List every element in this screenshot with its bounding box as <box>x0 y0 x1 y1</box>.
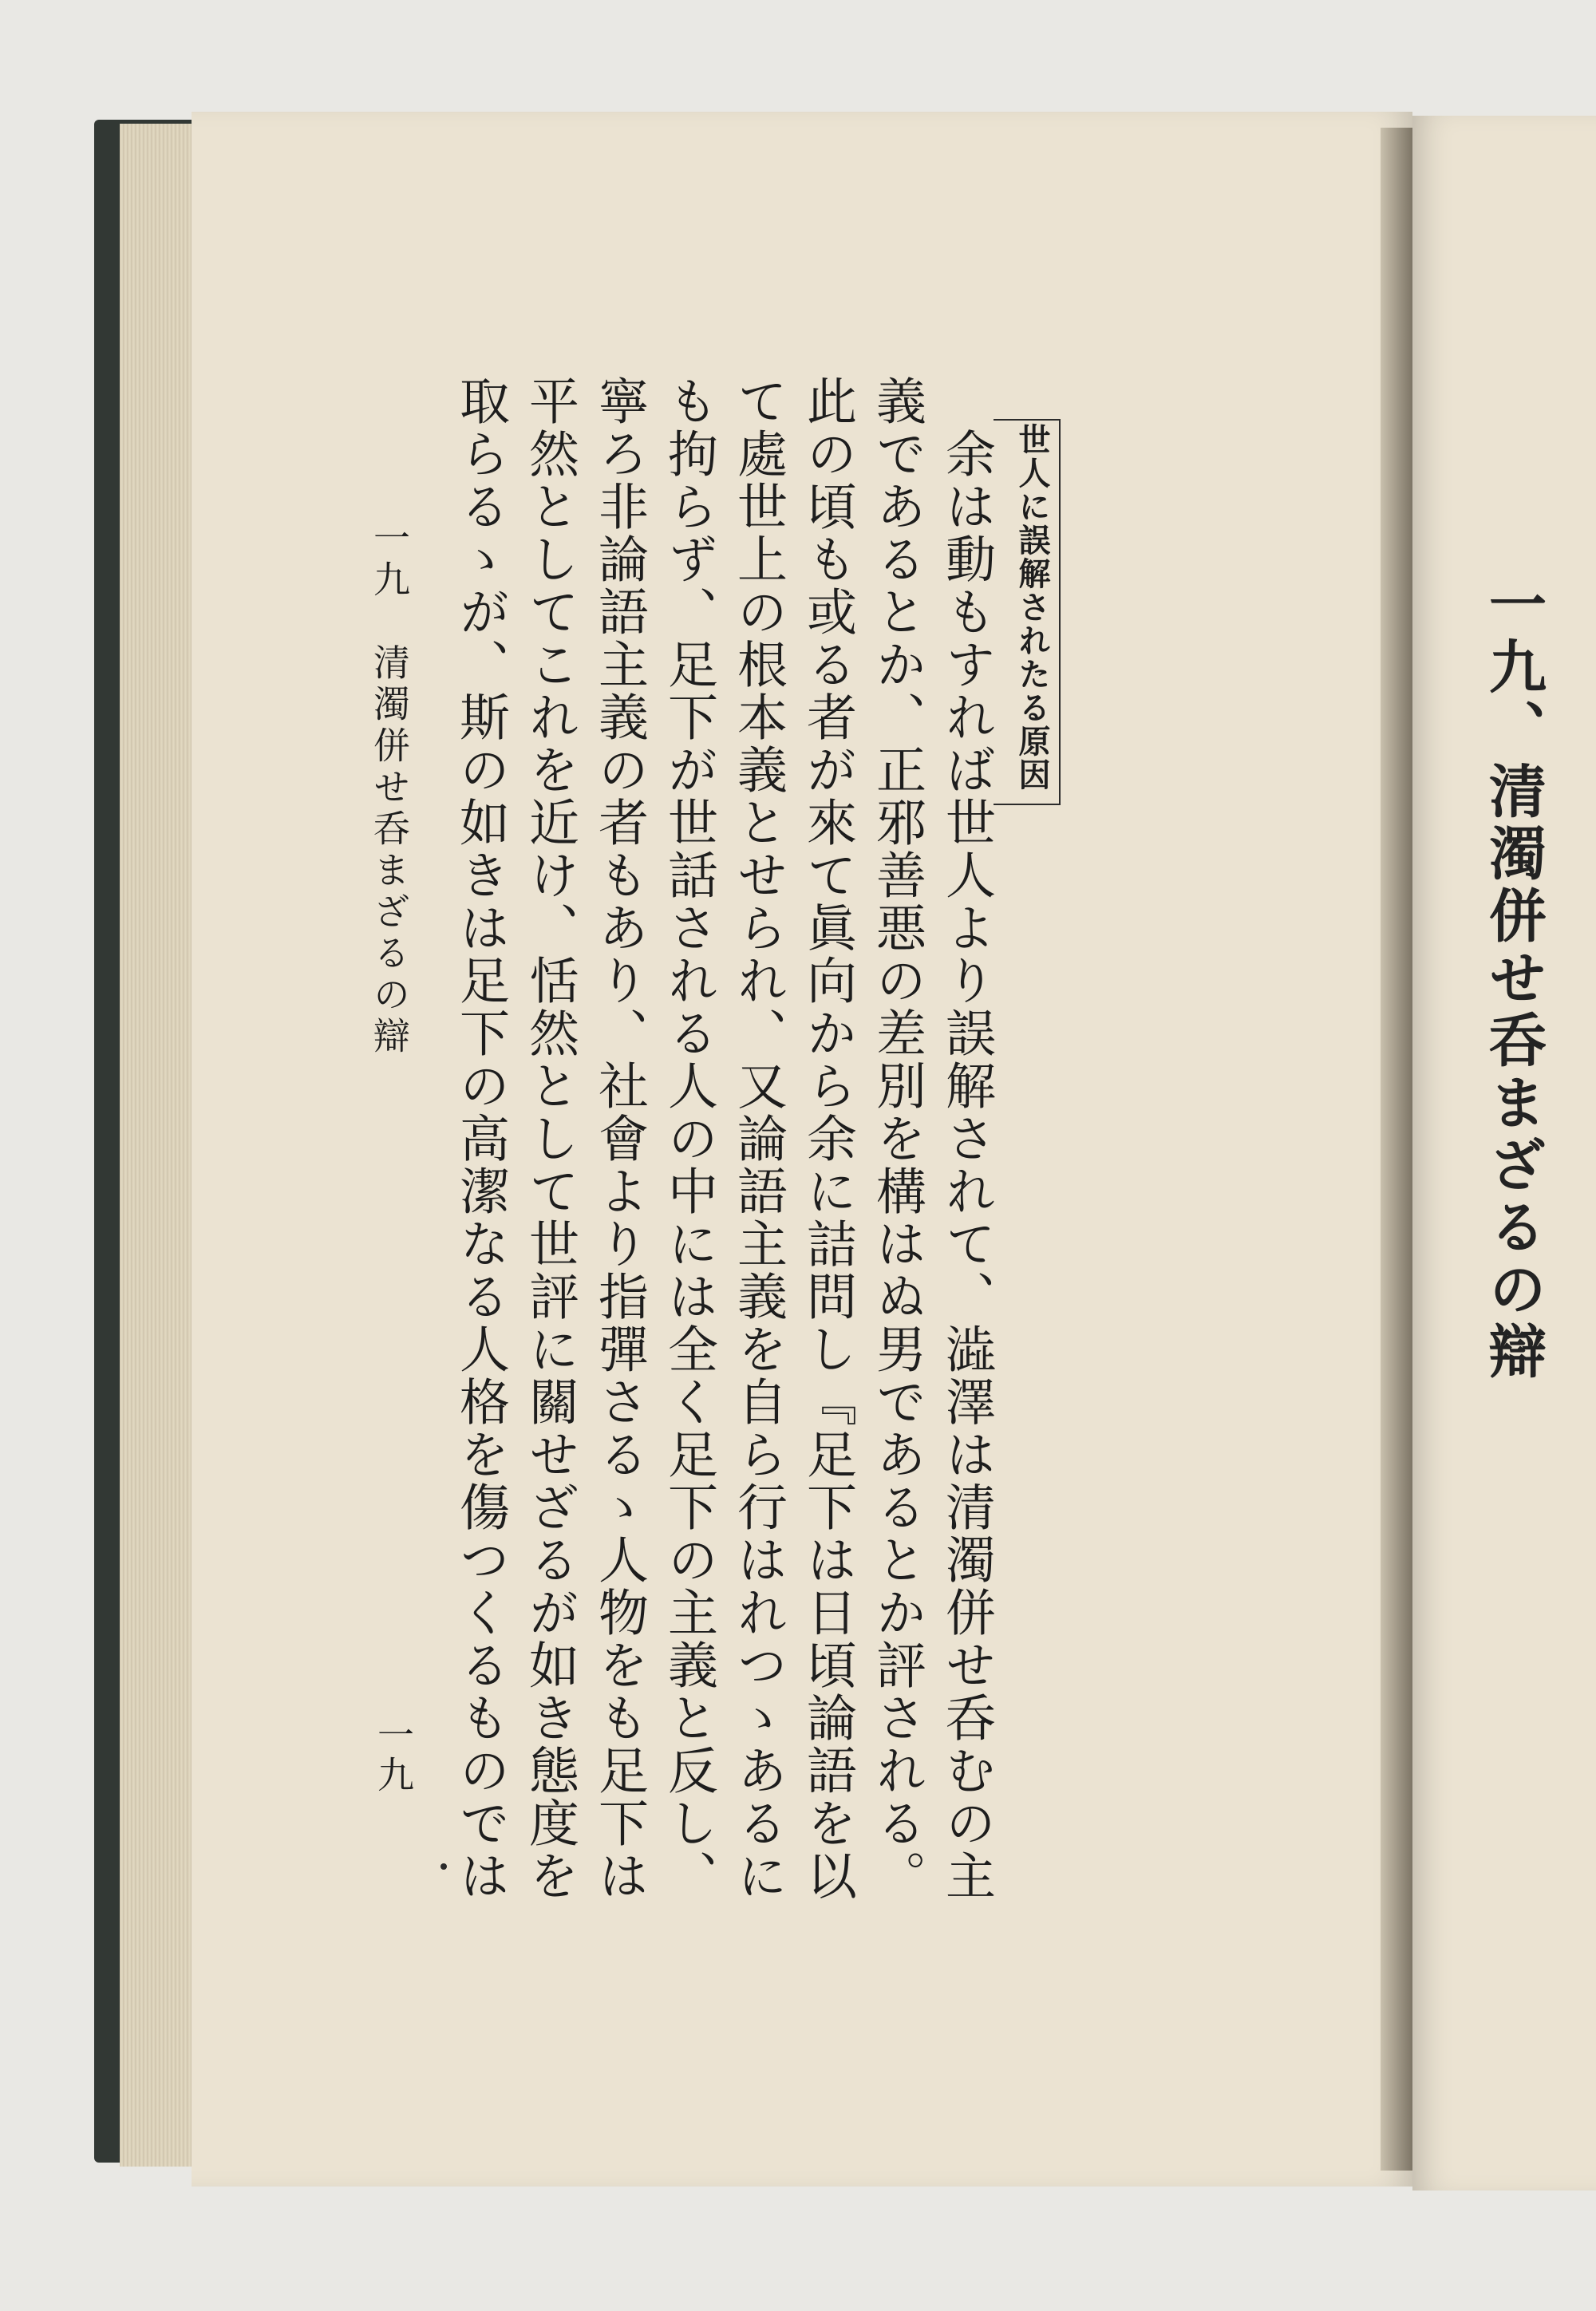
chapter-heading: 一九、清濁併せ呑まざるの辯 <box>1479 575 1547 1384</box>
ink-dot <box>440 1863 447 1870</box>
section-title: 世人に誤解されたる原因 <box>1013 423 1051 792</box>
book-gutter <box>1381 128 1412 2171</box>
page-number: 一九 <box>372 1716 415 1795</box>
running-head: 一九 清濁併せ呑まざるの辯 <box>368 519 411 1058</box>
body-text: 余は動もすれば世人より誤解されて、澁澤は清濁併せ呑むの主義であるとか、正邪善悪の差別を構はぬ男であるとか評される。此の頃も或る者が來て眞向から余に詰問し『足下は日頃論語を以て處世上の根本義とせられ、又論語主義を自ら行はれつゝあるにも拘らず、足下が世話される人の中には全く足下の主義と反し、寧ろ非論語主義の者もあり、社會より指彈さるゝ人物をも足下は平然としてこれを近け、恬然として世評に關せざるが如き態度を取らるゝが、斯の如きは足下の高潔なる人格を傷つくるものでは <box>452 375 996 1902</box>
